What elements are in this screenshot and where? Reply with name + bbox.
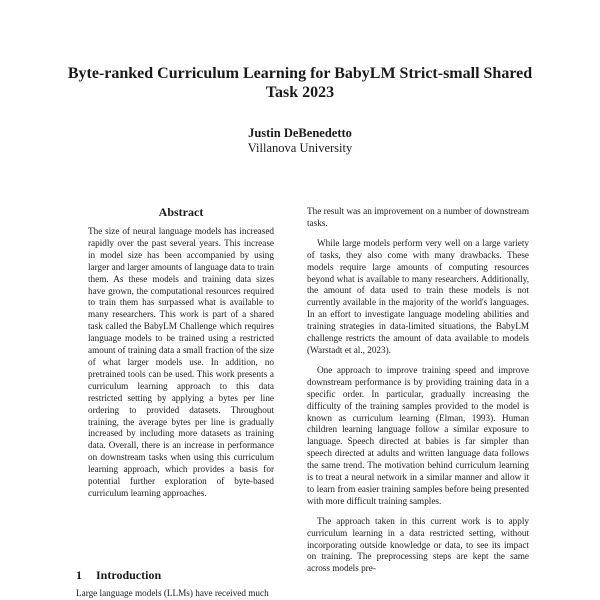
right-column xyxy=(307,206,529,583)
section-heading-introduction xyxy=(76,568,161,583)
section-title: Introduction xyxy=(96,568,162,582)
author-name: Justin DeBenedetto xyxy=(248,126,352,140)
author-affiliation: Villanova University xyxy=(247,141,353,155)
intro-paragraph: Large language models (LLMs) have received much xyxy=(76,588,269,598)
abstract-body xyxy=(88,226,274,508)
paper-title: Byte-ranked Curriculum Learning for BabyLM Strict-small Shared Task 2023 xyxy=(67,65,533,101)
abstract-heading: Abstract xyxy=(158,205,204,219)
right-paragraph: The approach taken in this current work is to apply curriculum learning in a data restricted setting, without incorporating outside knowledge or data, to see its impact on training. The preprocessing steps are kept the same across models pre- xyxy=(307,515,529,574)
right-paragraph: One approach to improve training speed and improve downstream performance is by providing training data in a specific order. In particular, gradually increasing the difficulty of the training samples provided to the model is known as curriculum learning (Elman, 1993). Human children learning language follow a similar exposure to language. Speech directed at babies is far simpler than speech directed at adults and written language data follows the same trend. The motivation behind curriculum learning is to treat a neural network in a similar manner and allow it to learn from easier training samples before being presented with more difficult training samples. xyxy=(307,364,529,506)
section-number: 1 xyxy=(76,568,82,582)
right-paragraph: While large models perform very well on a large variety of tasks, they also come with many drawbacks. These models require large amounts of computing resources beyond what is available to many researchers. Additionally, the amount of data used to train these models is not currently available in the majority of the world's languages. In an effort to investigate language modeling abilities and training strategies in data-limited situations, the BabyLM challenge restricts the amount of data available to models (Warstadt et al., 2023). xyxy=(307,237,529,355)
abstract-text: The size of neural language models has increased rapidly over the past several years. This increase in model size has been accompanied by using larger and larger amounts of language data to train them. As these models and training data sizes have grown, the computational resources required to train them has surpassed what is available to many researchers. This work is part of a shared task called the BabyLM Challenge which requires language models to be trained using a restricted amount of training data a small fraction of the size of what larger models use. In addition, no pretrained tools can be used. This work presents a curriculum learning approach to this data restricted setting by applying a bytes per line ordering to provided datasets. Throughout training, the average bytes per line is gradually increased by including more datasets as training data. Overall, there is an increase in performance on downstream tasks when using this curriculum learning approach, which provides a basis for potential further exploration of byte-based curriculum learning approaches. xyxy=(88,226,274,498)
right-paragraph: The result was an improvement on a number of downstream tasks. xyxy=(307,206,529,228)
